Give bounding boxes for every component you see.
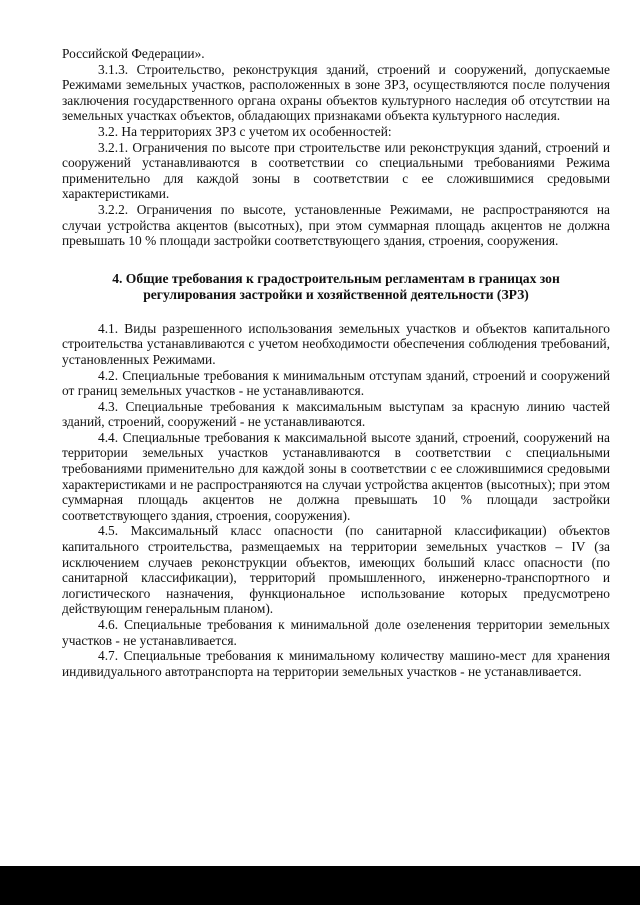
paragraph-3-1-3: 3.1.3. Строительство, реконструкция зданий, строений и сооружений, допускаемые Режимами земельных участков, расположенных в зоне ЗРЗ, осуществляются после получения заключения государственного органа охраны объектов культурного наследия об отсутствии на земельных участках объектов, обладающих признаками объекта культурного наследия. [62,61,610,124]
paragraph-4-1: 4.1. Виды разрешенного использования земельных участков и объектов капитального строительства устанавливаются с учетом необходимости обеспечения соблюдения требований, установленных Режимами. [62,320,610,367]
paragraph-4-5: 4.5. Максимальный класс опасности (по санитарной классификации) объектов капитального строительства, размещаемых на территории земельных участков – IV (за исключением случаев реконструкции объектов, имеющих больший класс опасности (по санитарной классификации), территорий промышленного, инженерно-транспортного и логистического назначения, функциональное использование которых предусмотрено действующим генеральным планом). [62,523,610,617]
paragraph-4-7: 4.7. Специальные требования к минимальному количеству машино-мест для хранения индивидуального автотранспорта на территории земельных участков - не устанавливается. [62,648,610,679]
paragraph-3-2-1: 3.2.1. Ограничения по высоте при строительстве или реконструкция зданий, строений и сооружений устанавливаются в соответствии со специальными требованиями Режима применительно для каждой зоны в соответствии с ее сложившимися средовыми характеристиками. [62,139,610,202]
paragraph-3-2-2: 3.2.2. Ограничения по высоте, установленные Режимами, не распространяются на случаи устройства акцентов (высотных), при этом суммарная площадь акцентов не должна превышать 10 % площади застройки соответствующего здания, строения, сооружения. [62,201,610,249]
document-body [62,46,610,679]
paragraph-4-2: 4.2. Специальные требования к минимальным отступам зданий, строений и сооружений от границ земельных участков - не устанавливаются. [62,367,610,399]
paragraph-continuation: Российской Федерации». [62,46,205,61]
section-heading-4: 4. Общие требования к градостроительным регламентам в границах зон регулирования застройки и хозяйственной деятельности (ЗРЗ) [112,270,560,302]
paragraph-4-3: 4.3. Специальные требования к максимальным выступам за красную линию частей зданий, строений, сооружений - не устанавливаются. [62,398,610,430]
paragraph-3-2: 3.2. На территориях ЗРЗ с учетом их особенностей: [98,123,392,139]
scan-border-bar [0,866,640,905]
paragraph-4-4: 4.4. Специальные требования к максимальной высоте зданий, строений, сооружений на территории земельных участков устанавливаются в соответствии с специальными требованиями применительно для каждой зоны в соответствии с ее сложившимися средовыми характеристиками и не распространяются на случаи устройства акцентов (высотных); при этом суммарная площадь акцентов не должна превышать 10 % площади застройки соответствующего здания, строения, сооружения). [62,429,610,523]
paragraph-4-6: 4.6. Специальные требования к минимальной доле озеленения территории земельных участков - не устанавливается. [62,617,610,648]
